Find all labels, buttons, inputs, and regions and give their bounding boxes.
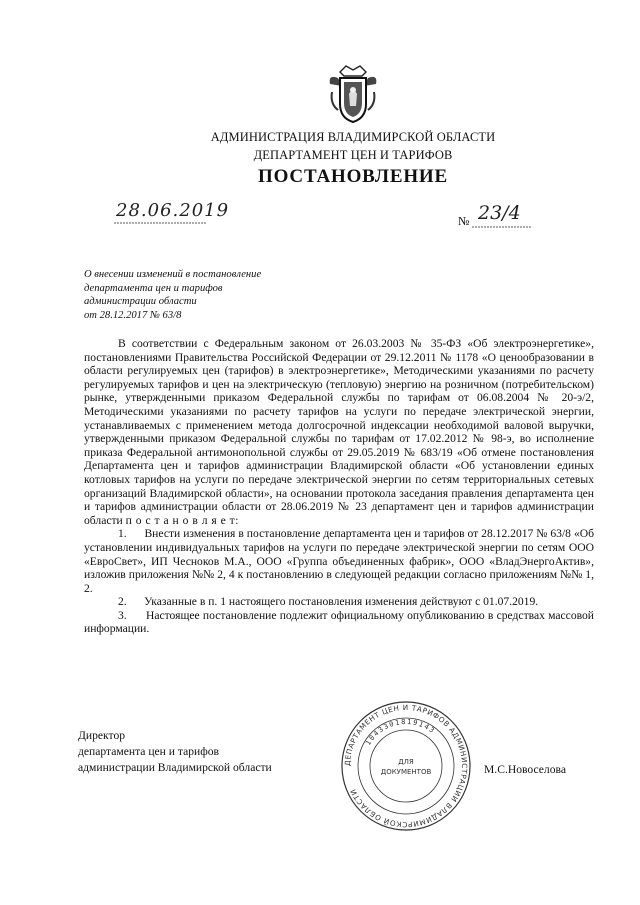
preamble-text: В соответствии с Федеральным законом от 26.03.2003 № 35-ФЗ «Об электроэнергетике», постановлениями Правительства Российской Федерации от 29.12.2011 № 1178 «О ценообразовании в области регулируемых цен (тарифов) в электроэнергетике», Методическими указаниями по расчету регулируемых тарифов и цен на электрическую (тепловую) энергию на розничном (потребительском) рынке, утвержденными приказом Федеральной службы по тарифам от 06.08.2004 № 20-э/2, Методическими указаниями по расчету тарифов на услуги по передаче электрической энергии, устанавливаемых с применением метода долгосрочной индексации необходимой валовой выручки, утвержденными приказом Федеральной службы по тарифам от 17.02.2012 № 98-э, во исполнение приказа Федеральной антимонопольной службы от 29.05.2019 № 683/19 «Об отмене постановления Департамента цен и тарифов администрации Владимирской области «Об установлении единых котловых тарифов на услуги по передаче электрической энергии по сетям территориальных сетевых организаций Владимирской области», на основании протокола заседания правления департамента цен и тарифов администрации области от 28.06.2019 № 23 департамент цен и тарифов администрации области (84, 337, 594, 527)
document-title: ПОСТАНОВЛЕНИЕ (258, 166, 448, 187)
resolves-word: п о с т а н о в л я е т: (125, 513, 239, 527)
document-date: 28.06.2019 (116, 200, 230, 221)
stamp-center-line-2: ДОКУМЕНТОВ (380, 768, 432, 776)
number-underline (472, 226, 532, 230)
preamble-paragraph (84, 337, 594, 527)
subject-line: О внесении изменений в постановление (84, 269, 262, 280)
clause-number: 3. (118, 608, 127, 622)
clause-text: Настоящее постановление подлежит официальному опубликованию в средствах массовой информации. (84, 608, 595, 636)
coat-of-arms-icon (326, 64, 380, 126)
stamp-center-line-1: ДЛЯ (398, 758, 414, 766)
date-underline (114, 222, 206, 226)
position-line: департамента цен и тарифов (78, 745, 220, 758)
clause-text: Указанные в п. 1 настоящего постановления изменения действуют с 01.07.2019. (144, 595, 539, 609)
subject-line: департамента цен и тарифов (84, 282, 223, 294)
org-name-line-1: АДМИНИСТРАЦИЯ ВЛАДИМИРСКОЙ ОБЛАСТИ (210, 130, 496, 144)
org-name-line-2: ДЕПАРТАМЕНТ ЦЕН И ТАРИФОВ (253, 148, 453, 162)
subject-line: администрации области (84, 296, 197, 308)
official-stamp (338, 698, 474, 834)
document-number: 23/4 (478, 202, 521, 224)
signatory-name: М.С.Новоселова (484, 763, 566, 776)
clause-text: Внести изменения в постановление департамента цен и тарифов от 28.12.2017 № 63/8 «Об установлении индивидуальных тарифов на услуги по передаче электрической энергии по сетям ООО «ЕвроСвет», ИП Чесноков М.А., ООО «Группа объединенных фабрик», ООО «ВладЭнергоАктив», изложив приложения №№ 2, 4 к постановлению в следующей редакции согласно приложениям №№ 1, 2. (84, 527, 595, 595)
clause-1 (84, 527, 594, 595)
stamp-ogrn: 1043301819143 (364, 717, 437, 747)
clause-number: 1. (118, 527, 127, 541)
position-line: администрации Владимирской области (78, 761, 272, 774)
document-body (84, 337, 594, 636)
position-line: Директор (78, 729, 126, 742)
clause-2 (84, 595, 594, 609)
stamp-ring-text: ДЕПАРТАМЕНТ ЦЕН И ТАРИФОВ АДМИНИСТРАЦИИ ВЛАДИМИРСКОЙ ОБЛАСТИ (342, 702, 470, 830)
document-subject (84, 268, 261, 322)
subject-line: от 28.12.2017 № 63/8 (84, 309, 182, 321)
clause-number: 2. (118, 595, 127, 609)
clause-3 (84, 609, 594, 636)
signatory-position (78, 728, 272, 776)
number-label: № (458, 214, 470, 228)
